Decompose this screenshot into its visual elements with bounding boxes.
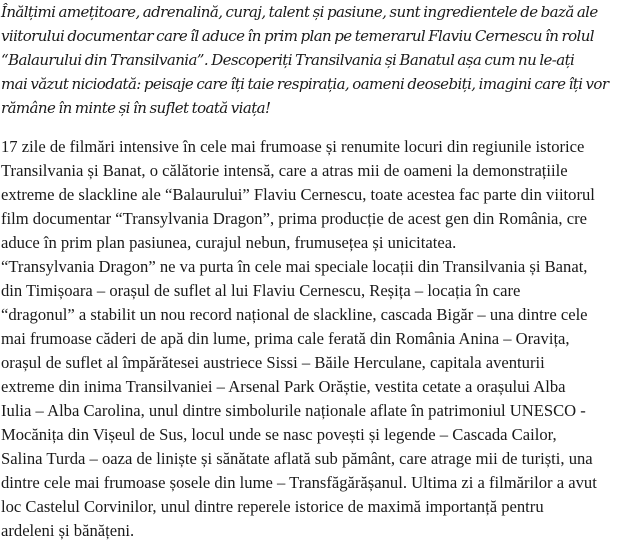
document [1, 0, 629, 543]
body-line: dintre cele mai frumoase șosele din lume – Transfăgărășanul. Ultima zi a filmărilor a avut [1, 473, 597, 492]
intro-paragraph [1, 0, 629, 120]
body-line: aduce în prim plan pasiunea, curajul nebun, frumusețea și unicitatea. [1, 233, 457, 252]
body-line: “Transylvania Dragon” ne va purta în cele mai speciale locații din Transilvania și Banat, [1, 257, 588, 276]
intro-line: rămâne în minte și în suflet toată viața! [1, 99, 271, 117]
body-line: Mocănița din Vișeul de Sus, locul unde se nasc povești și legende – Cascada Cailor, [1, 425, 557, 444]
body-line: loc Castelul Corvinilor, unul dintre reperele istorice de maximă importanță pentru [1, 497, 544, 516]
body-line: Salina Turda – oaza de liniște și sănătate aflată sub pământ, care atrage mii de turiști, una [1, 449, 593, 468]
body-line: extreme de slackline ale “Balaurului” Flaviu Cernescu, toate acestea fac parte din viitorul [1, 185, 595, 204]
body-line: Transilvania și Banat, o călătorie intensă, care a atras mii de oameni la demonstrațiile [1, 161, 568, 180]
body-line: din Timișoara – orașul de suflet al lui Flaviu Cernescu, Reșița – locația în care [1, 281, 521, 300]
intro-line: “Balaurului din Transilvania”. Descoperiți Transilvania și Banatul așa cum nu le-ați [1, 51, 575, 69]
body-line: Iulia – Alba Carolina, unul dintre simbolurile naționale aflate în patrimoniul UNESCO - [1, 401, 586, 420]
body-line: mai frumoase căderi de apă din lume, prima cale ferată din România Anina – Oravița, [1, 329, 570, 348]
intro-line: mai văzut niciodată: peisaje care îți taie respirația, oameni deosebiți, imagini care îți vor [1, 75, 609, 93]
body-paragraph [1, 135, 629, 543]
body-line: ardeleni și bănățeni. [1, 521, 135, 540]
body-line: orașul de suflet al împărătesei austriece Sissi – Băile Herculane, capitala aventurii [1, 353, 545, 372]
intro-line: viitorului documentar care îl aduce în prim plan pe temerarul Flaviu Cernescu în rolul [1, 27, 594, 45]
intro-line: Înălțimi amețitoare, adrenalină, curaj, talent și pasiune, sunt ingredientele de bază ale [1, 3, 598, 21]
body-line: extreme din inima Transilvaniei – Arsenal Park Orăștie, vestita cetate a orașului Alba [1, 377, 566, 396]
paragraph-gap [1, 120, 629, 135]
body-line: 17 zile de filmări intensive în cele mai frumoase și renumite locuri din regiunile istorice [1, 137, 585, 156]
body-line: film documentar “Transylvania Dragon”, prima producție de acest gen din România, cre [1, 209, 587, 228]
body-line: “dragonul” a stabilit un nou record național de slackline, cascada Bigăr – una dintre cele [1, 305, 588, 324]
